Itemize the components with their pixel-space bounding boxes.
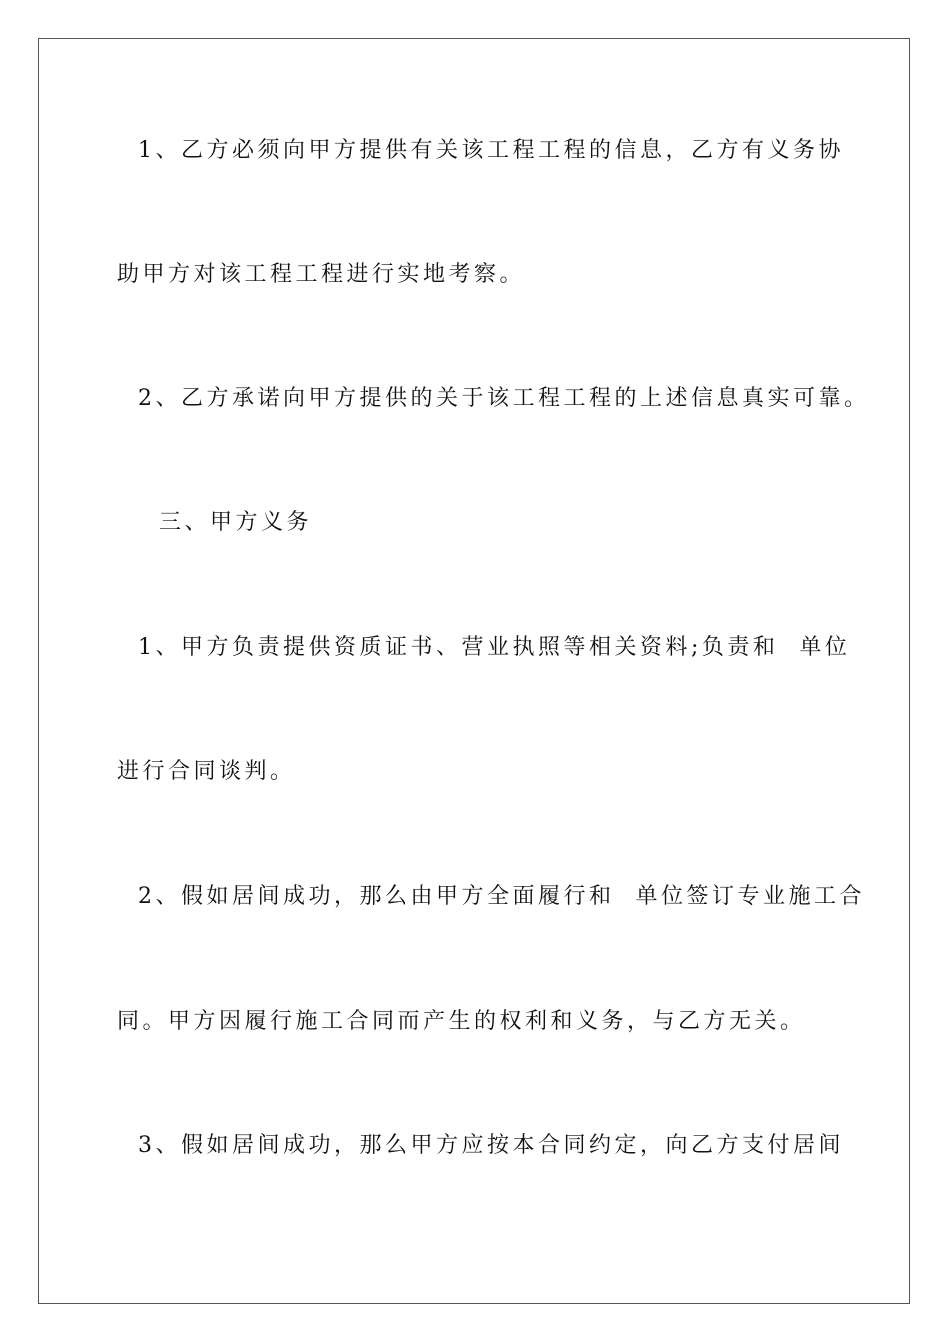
page-border [38,38,910,1304]
paragraph-line: 进行合同谈判。 [117,759,296,784]
paragraph-line: 2、假如居间成功，那么由甲方全面履行和 单位签订专业施工合 [117,884,865,909]
paragraph-line: 3、假如居间成功，那么甲方应按本合同约定，向乙方支付居间 [117,1133,844,1158]
paragraph-line: 助甲方对该工程工程进行实地考察。 [117,262,526,287]
paragraph-line: 1、甲方负责提供资质证书、营业执照等相关资料;负责和 单位 [117,635,851,660]
paragraph-line: 2、乙方承诺向甲方提供的关于该工程工程的上述信息真实可靠。 [117,386,870,411]
paragraph-line: 同。甲方因履行施工合同而产生的权利和义务，与乙方无关。 [117,1009,806,1034]
paragraph-line: 1、乙方必须向甲方提供有关该工程工程的信息，乙方有义务协 [117,138,844,163]
section-heading: 三、甲方义务 [117,510,312,535]
